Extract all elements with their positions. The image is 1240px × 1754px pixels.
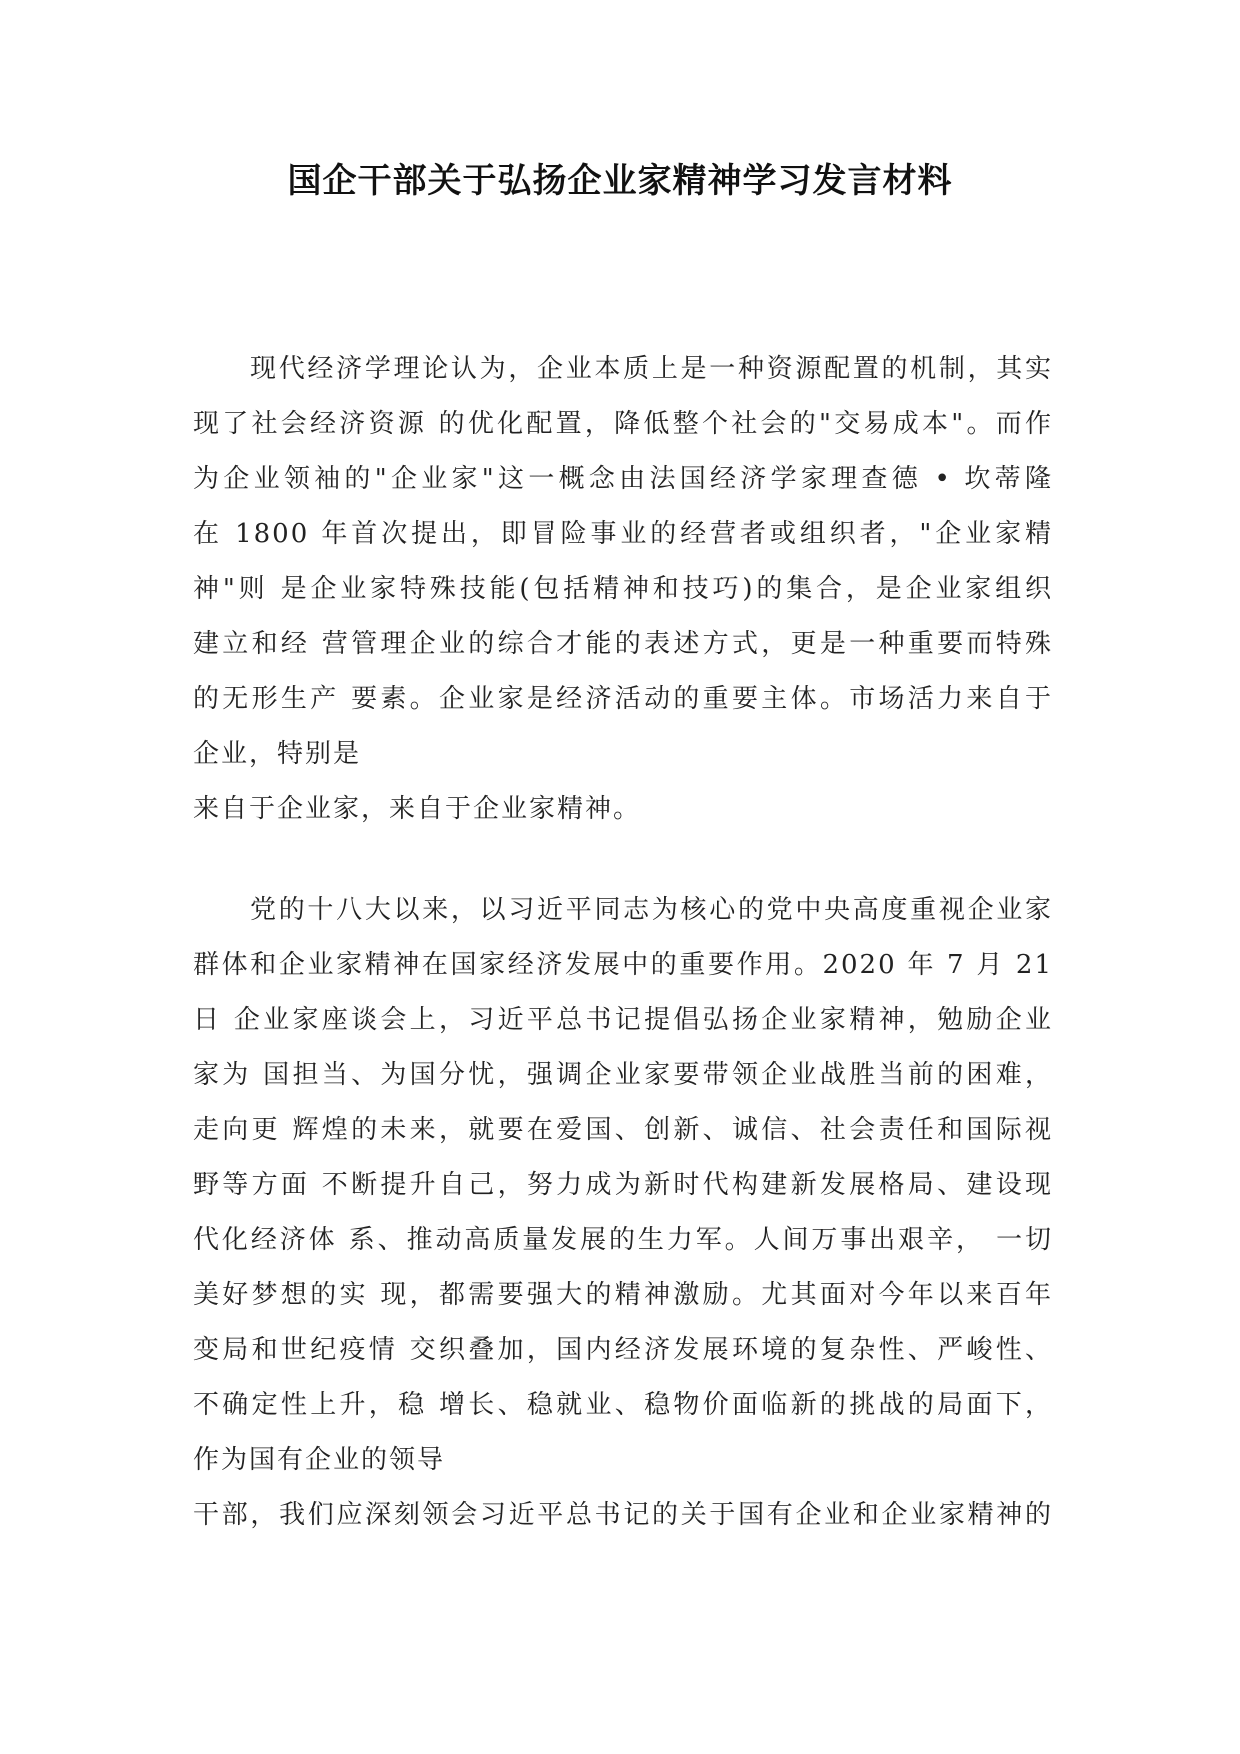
document-title: 国企干部关于弘扬企业家精神学习发言材料 <box>287 161 953 201</box>
paragraph-line: 不确定性上升，稳 增长、稳就业、稳物价面临新的挑战的局面下， <box>193 1390 1053 1420</box>
paragraph-line: 野等方面 不断提升自己，努力成为新时代构建新发展格局、建设现 <box>193 1170 1053 1200</box>
paragraph-line: 的无形生产 要素。企业家是经济活动的重要主体。市场活力来自于 <box>193 684 1053 714</box>
paragraph-line: 家为 国担当、为国分忧，强调企业家要带领企业战胜当前的困难， <box>193 1060 1053 1090</box>
paragraph-line: 干部，我们应深刻领会习近平总书记的关于国有企业和企业家精神的 <box>193 1500 1053 1530</box>
paragraph-line: 来自于企业家，来自于企业家精神。 <box>193 794 642 824</box>
paragraph-line: 党的十八大以来，以习近平同志为核心的党中央高度重视企业家 <box>250 895 1053 925</box>
paragraph-line: 在 1800 年首次提出，即冒险事业的经营者或组织者，"企业家精 <box>193 519 1053 549</box>
paragraph-line: 作为国有企业的领导 <box>193 1445 446 1475</box>
paragraph-line: 为企业领袖的"企业家"这一概念由法国经济学家理查德 • 坎蒂隆 <box>193 464 1053 494</box>
paragraph-line: 群体和企业家精神在国家经济发展中的重要作用。2020 年 7 月 21 <box>193 950 1053 980</box>
paragraph-1 <box>193 342 1053 837</box>
paragraph-line: 美好梦想的实 现，都需要强大的精神激励。尤其面对今年以来百年 <box>193 1280 1053 1310</box>
paragraph-line: 企业，特别是 <box>193 739 362 769</box>
paragraph-line: 建立和经 营管理企业的综合才能的表述方式，更是一种重要而特殊 <box>193 629 1053 659</box>
paragraph-line: 变局和世纪疫情 交织叠加，国内经济发展环境的复杂性、严峻性、 <box>193 1335 1053 1365</box>
paragraph-line: 走向更 辉煌的未来，就要在爱国、创新、诚信、社会责任和国际视 <box>193 1115 1053 1145</box>
paragraph-line: 日 企业家座谈会上，习近平总书记提倡弘扬企业家精神，勉励企业 <box>193 1005 1053 1035</box>
paragraph-line: 现代经济学理论认为，企业本质上是一种资源配置的机制，其实 <box>250 354 1053 384</box>
paragraph-line: 神"则 是企业家特殊技能(包括精神和技巧)的集合，是企业家组织 <box>193 574 1053 604</box>
paragraph-line: 现了社会经济资源 的优化配置，降低整个社会的"交易成本"。而作 <box>193 409 1053 439</box>
paragraph-2 <box>193 883 1053 1543</box>
paragraph-line: 代化经济体 系、推动高质量发展的生力军。人间万事出艰辛， 一切 <box>193 1225 1053 1255</box>
